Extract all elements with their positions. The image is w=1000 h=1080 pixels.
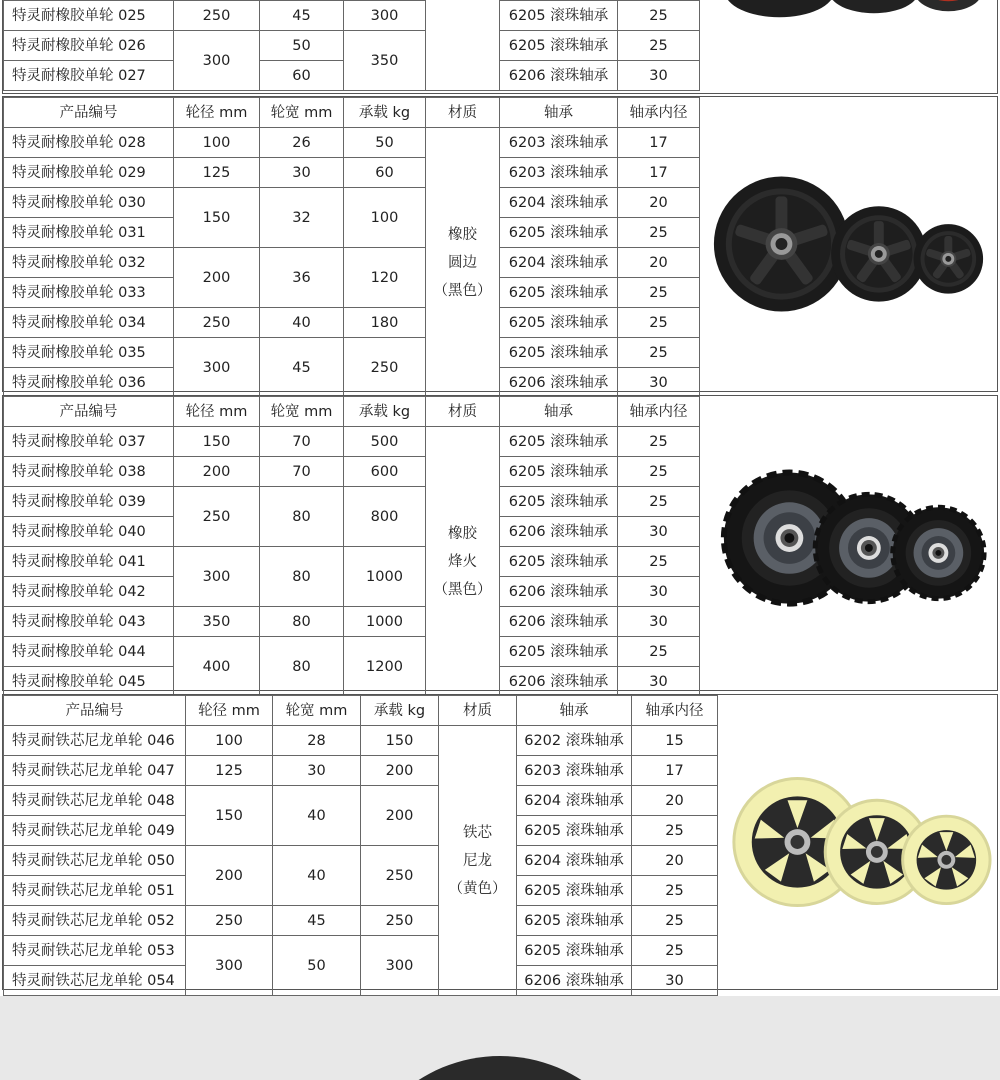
material-cell <box>426 128 500 398</box>
column-header: 轴承 <box>500 397 618 427</box>
material-line: （黑色） <box>433 282 492 299</box>
column-header: 承载 kg <box>344 98 426 128</box>
load: 1000 <box>344 547 426 607</box>
column-header: 产品编号 <box>4 98 174 128</box>
diameter: 100 <box>186 726 273 756</box>
column-header: 轮宽 mm <box>273 696 361 726</box>
bearing-bore: 25 <box>618 427 700 457</box>
product-code: 特灵耐铁芯尼龙单轮 050 <box>4 846 186 876</box>
product-code: 特灵耐橡胶单轮 041 <box>4 547 174 577</box>
load: 1200 <box>344 637 426 697</box>
product-code: 特灵耐铁芯尼龙单轮 051 <box>4 876 186 906</box>
column-header: 轴承 <box>517 696 632 726</box>
diameter: 200 <box>174 457 260 487</box>
product-code: 特灵耐橡胶单轮 036 <box>4 368 174 398</box>
product-code: 特灵耐橡胶单轮 033 <box>4 278 174 308</box>
column-header: 材质 <box>439 696 517 726</box>
bearing-bore: 30 <box>632 966 718 996</box>
product-code: 特灵耐橡胶单轮 026 <box>4 31 174 61</box>
bearing: 6203 滚珠轴承 <box>500 158 618 188</box>
bearing-bore: 20 <box>618 248 700 278</box>
load: 200 <box>361 756 439 786</box>
bearing-bore: 25 <box>632 816 718 846</box>
width: 70 <box>260 427 344 457</box>
product-code: 特灵耐橡胶单轮 029 <box>4 158 174 188</box>
bearing: 6203 滚珠轴承 <box>500 128 618 158</box>
diameter: 250 <box>174 1 260 31</box>
width: 40 <box>273 786 361 846</box>
bearing-bore: 17 <box>632 756 718 786</box>
bearing-bore: 25 <box>618 457 700 487</box>
width: 30 <box>260 158 344 188</box>
table-row <box>4 338 700 368</box>
load: 250 <box>361 846 439 906</box>
material-line: （黑色） <box>433 581 492 598</box>
bearing: 6206 滚珠轴承 <box>500 61 618 91</box>
load: 120 <box>344 248 426 308</box>
table-row <box>4 427 700 457</box>
table-row <box>4 1 700 31</box>
diameter: 125 <box>186 756 273 786</box>
product-code: 特灵耐铁芯尼龙单轮 052 <box>4 906 186 936</box>
material-line: 橡胶 <box>448 226 477 243</box>
table-row <box>4 936 718 966</box>
bearing: 6203 滚珠轴承 <box>517 756 632 786</box>
wheel-photo <box>700 97 997 391</box>
load: 300 <box>361 936 439 996</box>
width: 80 <box>260 547 344 607</box>
bearing-bore: 30 <box>618 517 700 547</box>
column-header: 轴承内径 <box>618 397 700 427</box>
width: 40 <box>273 846 361 906</box>
table-row <box>4 607 700 637</box>
diameter: 250 <box>186 906 273 936</box>
product-code: 特灵耐橡胶单轮 027 <box>4 61 174 91</box>
column-header: 轮径 mm <box>174 98 260 128</box>
bearing-bore: 25 <box>632 876 718 906</box>
bearing-bore: 25 <box>618 637 700 667</box>
bearing: 6205 滚珠轴承 <box>500 31 618 61</box>
bearing: 6205 滚珠轴承 <box>517 906 632 936</box>
product-code: 特灵耐橡胶单轮 043 <box>4 607 174 637</box>
spec-table <box>3 396 700 697</box>
product-code: 特灵耐橡胶单轮 045 <box>4 667 174 697</box>
bearing: 6206 滚珠轴承 <box>500 517 618 547</box>
product-code: 特灵耐铁芯尼龙单轮 047 <box>4 756 186 786</box>
width: 28 <box>273 726 361 756</box>
bearing-bore: 20 <box>618 188 700 218</box>
wheel-photo <box>700 396 997 690</box>
width: 50 <box>260 31 344 61</box>
wheel-photo <box>718 695 997 989</box>
bearing-bore: 30 <box>618 577 700 607</box>
diameter: 350 <box>174 607 260 637</box>
bearing: 6205 滚珠轴承 <box>500 278 618 308</box>
diameter: 300 <box>186 936 273 996</box>
bearing: 6205 滚珠轴承 <box>500 457 618 487</box>
load: 250 <box>361 906 439 936</box>
width: 80 <box>260 637 344 697</box>
product-code: 特灵耐橡胶单轮 032 <box>4 248 174 278</box>
table-row <box>4 308 700 338</box>
diameter: 150 <box>174 188 260 248</box>
column-header: 轴承内径 <box>618 98 700 128</box>
table-row <box>4 457 700 487</box>
bearing: 6204 滚珠轴承 <box>517 786 632 816</box>
column-header: 轮宽 mm <box>260 98 344 128</box>
bearing: 6206 滚珠轴承 <box>500 368 618 398</box>
table-row <box>4 637 700 667</box>
table-row <box>4 786 718 816</box>
bearing-bore: 25 <box>618 487 700 517</box>
bearing-bore: 20 <box>632 846 718 876</box>
bearing: 6205 滚珠轴承 <box>517 816 632 846</box>
bearing-bore: 30 <box>618 368 700 398</box>
product-code: 特灵耐橡胶单轮 025 <box>4 1 174 31</box>
partial-spec-table <box>3 0 700 91</box>
bearing: 6205 滚珠轴承 <box>500 487 618 517</box>
material-line: 尼龙 <box>463 852 492 869</box>
partial-wheel-photo <box>700 0 997 93</box>
table-row <box>4 31 700 61</box>
diameter: 100 <box>174 128 260 158</box>
width: 50 <box>273 936 361 996</box>
width: 32 <box>260 188 344 248</box>
width: 80 <box>260 607 344 637</box>
width: 45 <box>273 906 361 936</box>
bearing: 6204 滚珠轴承 <box>500 248 618 278</box>
load: 350 <box>344 31 426 91</box>
bearing-bore: 25 <box>618 218 700 248</box>
column-header: 轮宽 mm <box>260 397 344 427</box>
product-code: 特灵耐橡胶单轮 042 <box>4 577 174 607</box>
column-header: 产品编号 <box>4 696 186 726</box>
bearing: 6205 滚珠轴承 <box>517 936 632 966</box>
bearing-bore: 20 <box>632 786 718 816</box>
product-code: 特灵耐橡胶单轮 037 <box>4 427 174 457</box>
diameter: 125 <box>174 158 260 188</box>
bearing-bore: 25 <box>618 31 700 61</box>
material-line: 烽火 <box>448 553 477 570</box>
material-cell <box>426 0 500 91</box>
section-block <box>2 694 998 990</box>
load: 60 <box>344 158 426 188</box>
material-line: （黄色） <box>448 880 507 897</box>
load: 100 <box>344 188 426 248</box>
table-row <box>4 248 700 278</box>
table-row <box>4 846 718 876</box>
material-cell <box>426 427 500 697</box>
black-rubber-treaded-wheels-icon <box>700 443 997 643</box>
product-code: 特灵耐橡胶单轮 028 <box>4 128 174 158</box>
wheel-photo-icon <box>700 0 997 93</box>
load: 50 <box>344 128 426 158</box>
table-row <box>4 547 700 577</box>
column-header: 轮径 mm <box>174 397 260 427</box>
black-rubber-round-edge-wheels-icon <box>700 144 997 344</box>
load: 200 <box>361 786 439 846</box>
bearing: 6205 滚珠轴承 <box>500 427 618 457</box>
column-header: 轴承内径 <box>632 696 718 726</box>
bearing-bore: 25 <box>632 936 718 966</box>
product-code: 特灵耐铁芯尼龙单轮 048 <box>4 786 186 816</box>
width: 30 <box>273 756 361 786</box>
load: 150 <box>361 726 439 756</box>
load: 1000 <box>344 607 426 637</box>
table-row <box>4 756 718 786</box>
product-code: 特灵耐橡胶单轮 030 <box>4 188 174 218</box>
bearing-bore: 25 <box>632 906 718 936</box>
bearing-bore: 25 <box>618 547 700 577</box>
table-row <box>4 128 700 158</box>
bearing-bore: 25 <box>618 278 700 308</box>
width: 80 <box>260 487 344 547</box>
diameter: 300 <box>174 547 260 607</box>
product-code: 特灵耐铁芯尼龙单轮 053 <box>4 936 186 966</box>
bearing-bore: 25 <box>618 1 700 31</box>
width: 60 <box>260 61 344 91</box>
bearing: 6206 滚珠轴承 <box>517 966 632 996</box>
bearing-bore: 30 <box>618 607 700 637</box>
table-row <box>4 487 700 517</box>
bearing: 6206 滚珠轴承 <box>500 607 618 637</box>
column-header: 产品编号 <box>4 397 174 427</box>
bearing: 6202 滚珠轴承 <box>517 726 632 756</box>
product-code: 特灵耐铁芯尼龙单轮 049 <box>4 816 186 846</box>
product-code: 特灵耐橡胶单轮 035 <box>4 338 174 368</box>
load: 600 <box>344 457 426 487</box>
product-code: 特灵耐橡胶单轮 034 <box>4 308 174 338</box>
column-header: 承载 kg <box>344 397 426 427</box>
bearing: 6205 滚珠轴承 <box>500 637 618 667</box>
diameter: 150 <box>186 786 273 846</box>
material-line: 铁芯 <box>463 824 492 841</box>
load: 300 <box>344 1 426 31</box>
bearing-bore: 30 <box>618 61 700 91</box>
diameter: 300 <box>174 338 260 398</box>
next-product-preview <box>0 996 1000 1080</box>
bearing: 6204 滚珠轴承 <box>500 188 618 218</box>
bearing: 6205 滚珠轴承 <box>500 338 618 368</box>
load: 250 <box>344 338 426 398</box>
load: 800 <box>344 487 426 547</box>
product-code: 特灵耐橡胶单轮 039 <box>4 487 174 517</box>
product-code: 特灵耐橡胶单轮 038 <box>4 457 174 487</box>
bearing-bore: 25 <box>618 338 700 368</box>
bearing: 6205 滚珠轴承 <box>500 308 618 338</box>
width: 36 <box>260 248 344 308</box>
table-row <box>4 906 718 936</box>
column-header: 承载 kg <box>361 696 439 726</box>
bearing-bore: 25 <box>618 308 700 338</box>
material-cell <box>439 726 517 996</box>
bearing: 6204 滚珠轴承 <box>517 846 632 876</box>
diameter: 250 <box>174 487 260 547</box>
width: 70 <box>260 457 344 487</box>
product-code: 特灵耐橡胶单轮 031 <box>4 218 174 248</box>
width: 45 <box>260 1 344 31</box>
column-header: 材质 <box>426 98 500 128</box>
table-row <box>4 158 700 188</box>
table-row <box>4 188 700 218</box>
table-header-row <box>4 397 700 427</box>
spec-table <box>3 97 700 398</box>
column-header: 轮径 mm <box>186 696 273 726</box>
diameter: 200 <box>174 248 260 308</box>
diameter: 250 <box>174 308 260 338</box>
column-header: 材质 <box>426 397 500 427</box>
spec-table <box>3 695 718 996</box>
material-line: 圆边 <box>448 254 477 271</box>
material-line: 橡胶 <box>448 525 477 542</box>
table-row <box>4 726 718 756</box>
bearing-bore: 17 <box>618 158 700 188</box>
column-header: 轴承 <box>500 98 618 128</box>
bearing: 6205 滚珠轴承 <box>500 1 618 31</box>
section-block <box>2 395 998 691</box>
wheel-preview-icon <box>350 1056 650 1080</box>
table-header-row <box>4 98 700 128</box>
bearing-bore: 30 <box>618 667 700 697</box>
bearing: 6205 滚珠轴承 <box>500 547 618 577</box>
diameter: 200 <box>186 846 273 906</box>
product-code: 特灵耐橡胶单轮 044 <box>4 637 174 667</box>
load: 180 <box>344 308 426 338</box>
diameter: 300 <box>174 31 260 91</box>
load: 500 <box>344 427 426 457</box>
bearing-bore: 15 <box>632 726 718 756</box>
bearing: 6206 滚珠轴承 <box>500 667 618 697</box>
bearing: 6206 滚珠轴承 <box>500 577 618 607</box>
partial-table-block <box>2 0 998 94</box>
table-header-row <box>4 696 718 726</box>
width: 45 <box>260 338 344 398</box>
bearing: 6205 滚珠轴承 <box>500 218 618 248</box>
product-code: 特灵耐铁芯尼龙单轮 054 <box>4 966 186 996</box>
product-code: 特灵耐橡胶单轮 040 <box>4 517 174 547</box>
diameter: 400 <box>174 637 260 697</box>
bearing-bore: 17 <box>618 128 700 158</box>
width: 40 <box>260 308 344 338</box>
yellow-nylon-iron-core-wheels-icon <box>718 742 997 942</box>
product-code: 特灵耐铁芯尼龙单轮 046 <box>4 726 186 756</box>
width: 26 <box>260 128 344 158</box>
bearing: 6205 滚珠轴承 <box>517 876 632 906</box>
diameter: 150 <box>174 427 260 457</box>
section-block <box>2 96 998 392</box>
